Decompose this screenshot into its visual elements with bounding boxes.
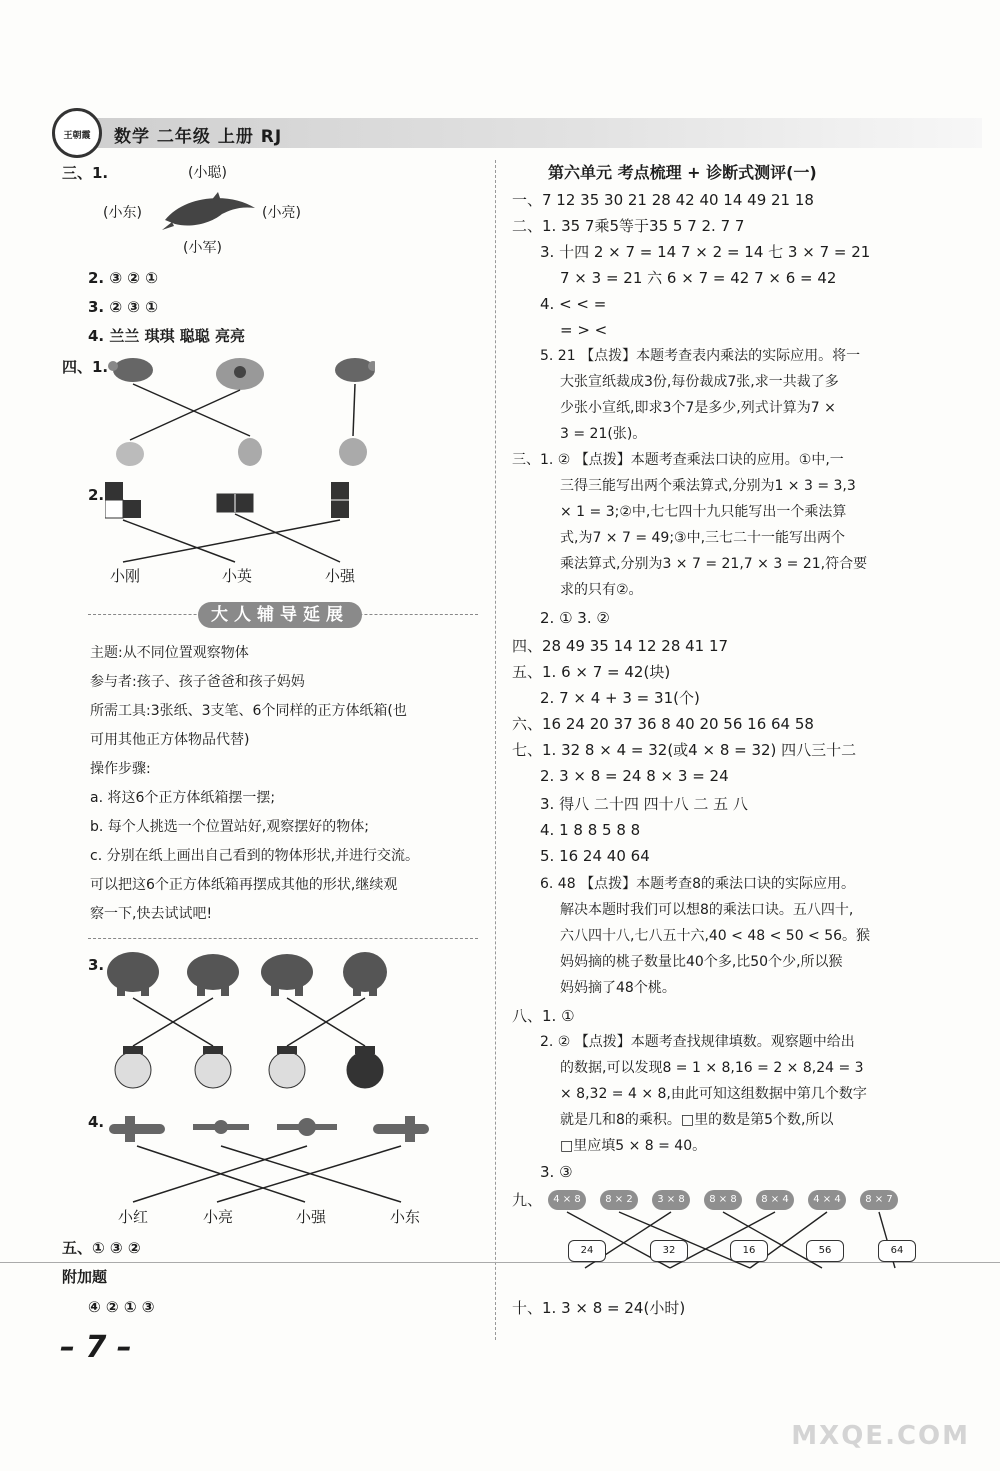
answer-box: 32 bbox=[650, 1240, 688, 1262]
name-left: (小东) bbox=[103, 205, 142, 221]
mouse-icon bbox=[238, 438, 262, 466]
answer-line: 5. 21 【点拨】本题考查表内乘法的实际应用。将一 bbox=[540, 348, 861, 364]
expression-bubble: 4 × 4 bbox=[808, 1190, 846, 1210]
name-xiaoliang: 小亮 bbox=[203, 1208, 234, 1226]
airplane-icon bbox=[109, 1116, 165, 1142]
extension-line: b. 每个人挑选一个位置站好,观察摆好的物体; bbox=[90, 819, 369, 835]
section-3-1-label: 三、1. bbox=[62, 164, 109, 182]
child-icon bbox=[115, 1046, 151, 1088]
answer-line: 2. ② 【点拨】本题考查找规律填数。观察题中给出 bbox=[540, 1034, 855, 1050]
answer-line: 解决本题时我们可以想8的乘法口诀。五八四十, bbox=[560, 902, 854, 918]
page-header bbox=[52, 108, 982, 152]
book-title: 数学 二年级 上册 RJ bbox=[114, 127, 283, 147]
answer-line: 3. 得八 二十四 四十八 二 五 八 bbox=[540, 795, 748, 813]
expression-bubble: 8 × 7 bbox=[860, 1190, 898, 1210]
name-top: (小聪) bbox=[188, 165, 227, 181]
answer-box: 24 bbox=[568, 1240, 606, 1262]
answer-line: 少张小宣纸,即求3个7是多少,列式计算为7 × bbox=[560, 400, 836, 416]
section-9-label: 九、 bbox=[512, 1191, 543, 1209]
answer-3-4: 4. 兰兰 琪琪 聪聪 亮亮 bbox=[88, 327, 246, 345]
answer-line: 三、1. ② 【点拨】本题考查乘法口诀的应用。①中,一 bbox=[512, 452, 844, 468]
airplane-icon bbox=[193, 1120, 249, 1134]
section-4-3-label: 3. bbox=[88, 956, 105, 974]
expression-bubble: 8 × 8 bbox=[704, 1190, 742, 1210]
answer-line: 六、16 24 20 37 36 8 40 20 56 16 64 58 bbox=[512, 715, 814, 733]
turtle-icon bbox=[108, 358, 153, 382]
cube-view-icon bbox=[105, 482, 141, 518]
extension-line: 可用其他正方体物品代替) bbox=[90, 732, 250, 748]
extension-line: 察一下,快去试试吧! bbox=[90, 906, 213, 922]
answer-line: 6. 48 【点拨】本题考查8的乘法口诀的实际应用。 bbox=[540, 876, 855, 892]
chick-icon bbox=[116, 442, 144, 466]
elephant-icon bbox=[261, 954, 313, 996]
planes-matching-figure bbox=[105, 1112, 445, 1212]
answer-line: 3. 十四 2 × 7 = 14 7 × 2 = 14 七 3 × 7 = 21 bbox=[540, 243, 871, 261]
answer-line: 2. 7 × 4 + 3 = 31(个) bbox=[540, 689, 700, 707]
answer-line: 四、28 49 35 14 12 28 41 17 bbox=[512, 637, 729, 655]
answer-5: 五、① ③ ② bbox=[62, 1239, 141, 1257]
turtle-icon bbox=[335, 358, 375, 382]
child-icon bbox=[195, 1046, 231, 1088]
child-icon bbox=[269, 1046, 305, 1088]
answer-line: 八、1. ① bbox=[512, 1007, 575, 1025]
answer-line: 求的只有②。 bbox=[560, 582, 643, 598]
name-xiaogang: 小刚 bbox=[110, 567, 141, 585]
extension-line: a. 将这6个正方体纸箱摆一摆; bbox=[90, 790, 276, 806]
extension-line: 主题:从不同位置观察物体 bbox=[90, 645, 249, 661]
answer-3-3: 3. ② ③ ① bbox=[88, 298, 158, 316]
bonus-label: 附加题 bbox=[62, 1268, 108, 1286]
section-4-1-label: 四、1. bbox=[62, 358, 109, 376]
name-xiaoying: 小英 bbox=[222, 567, 253, 585]
answer-line: 妈妈摘了48个桃。 bbox=[560, 980, 676, 996]
expression-bubble: 4 × 8 bbox=[548, 1190, 586, 1210]
answer-box: 16 bbox=[730, 1240, 768, 1262]
extension-line: 所需工具:3张纸、3支笔、6个同样的正方体纸箱(也 bbox=[90, 703, 407, 719]
answer-line: 的数据,可以发现8 = 1 × 8,16 = 2 × 8,24 = 3 bbox=[560, 1060, 864, 1076]
cubes-matching-figure bbox=[105, 480, 365, 570]
shell-icon bbox=[216, 358, 264, 390]
extension-line: 操作步骤: bbox=[90, 761, 151, 777]
answer-line: 7 × 3 = 21 六 6 × 7 = 42 7 × 6 = 42 bbox=[560, 269, 837, 287]
name-xiaodong: 小东 bbox=[390, 1208, 421, 1226]
answer-line: 5. 16 24 40 64 bbox=[540, 847, 650, 865]
answer-line: □里应填5 × 8 = 40。 bbox=[560, 1138, 707, 1154]
answer-line: 2. 3 × 8 = 24 8 × 3 = 24 bbox=[540, 767, 729, 785]
answer-line: 3 = 21(张)。 bbox=[560, 426, 647, 442]
page-number: – 7 – bbox=[60, 1330, 132, 1365]
answer-line: × 8,32 = 4 × 8,由此可知这组数据中第几个数字 bbox=[560, 1086, 867, 1102]
expression-bubble: 8 × 2 bbox=[600, 1190, 638, 1210]
elephant-icon bbox=[187, 954, 239, 996]
extension-banner: 大人辅导延展 bbox=[198, 602, 362, 628]
expression-bubble: 8 × 4 bbox=[756, 1190, 794, 1210]
dolphin-icon bbox=[160, 190, 260, 238]
answer-3-2: 2. ③ ② ① bbox=[88, 269, 158, 287]
answer-box: 56 bbox=[806, 1240, 844, 1262]
answer-line: × 1 = 3;②中,七七四十九只能写出一个乘法算 bbox=[560, 504, 847, 520]
answer-line: 大张宣纸裁成3份,每份裁成7张,求一共裁了多 bbox=[560, 374, 839, 390]
divider bbox=[88, 938, 478, 939]
name-xiaoqiang: 小强 bbox=[325, 567, 356, 585]
airplane-icon bbox=[373, 1116, 429, 1142]
rooster-icon bbox=[339, 438, 367, 466]
publisher-logo: 王朝霞 bbox=[52, 108, 102, 158]
cube-view-icon bbox=[331, 482, 349, 518]
answer-box: 64 bbox=[878, 1240, 916, 1262]
answer-line: 4. < < = bbox=[540, 295, 607, 313]
airplane-icon bbox=[277, 1118, 337, 1136]
name-xiaoqiang: 小强 bbox=[296, 1208, 327, 1226]
child-icon bbox=[347, 1046, 383, 1088]
section-4-2-label: 2. bbox=[88, 486, 105, 504]
elephant-icon bbox=[107, 952, 159, 996]
extension-line: c. 分别在纸上画出自己看到的物体形状,并进行交流。 bbox=[90, 848, 420, 864]
answer-line: 4. 1 8 8 5 8 8 bbox=[540, 821, 641, 839]
elephants-matching-figure bbox=[105, 950, 395, 1100]
answer-line: 五、1. 6 × 7 = 42(块) bbox=[512, 663, 671, 681]
answer-line: 二、1. 35 7乘5等于35 5 7 2. 7 7 bbox=[512, 217, 745, 235]
answer-10: 十、1. 3 × 8 = 24(小时) bbox=[512, 1299, 686, 1317]
site-watermark: MXQE.COM bbox=[791, 1421, 970, 1451]
elephant-icon bbox=[343, 952, 387, 996]
answer-line: 三得三能写出两个乘法算式,分别为1 × 3 = 3,3 bbox=[560, 478, 856, 494]
cube-view-icon bbox=[217, 494, 253, 512]
section-4-4-label: 4. bbox=[88, 1113, 105, 1131]
name-right: (小亮) bbox=[262, 205, 301, 221]
answer-line: 一、7 12 35 30 21 28 42 40 14 49 21 18 bbox=[512, 191, 814, 209]
answer-line: 2. ① 3. ② bbox=[540, 609, 610, 627]
name-xiaohong: 小红 bbox=[118, 1208, 149, 1226]
unit-title: 第六单元 考点梳理 + 诊断式测评(一) bbox=[548, 163, 817, 182]
answer-line: 乘法算式,分别为3 × 7 = 21,7 × 3 = 21,符合要 bbox=[560, 556, 868, 572]
expression-bubble: 3 × 8 bbox=[652, 1190, 690, 1210]
answer-line: 3. ③ bbox=[540, 1163, 573, 1181]
extension-line: 参与者:孩子、孩子爸爸和孩子妈妈 bbox=[90, 674, 305, 690]
animals-matching-figure bbox=[105, 356, 375, 476]
column-divider bbox=[495, 160, 496, 1340]
extension-line: 可以把这6个正方体纸箱再摆成其他的形状,继续观 bbox=[90, 877, 398, 893]
answer-line: 七、1. 32 8 × 4 = 32(或4 × 8 = 32) 四八三十二 bbox=[512, 741, 857, 759]
answer-line: 妈妈摘的桃子数量比40个多,比50个少,所以猴 bbox=[560, 954, 843, 970]
name-bottom: (小军) bbox=[183, 240, 222, 256]
answer-line: 六八四十八,七八五十六,40 < 48 < 50 < 56。猴 bbox=[560, 928, 871, 944]
bonus-answer: ④ ② ① ③ bbox=[88, 1298, 155, 1316]
answer-line: 式,为7 × 7 = 49;③中,三七二十一能写出两个 bbox=[560, 530, 846, 546]
answer-line: 就是几和8的乘积。□里的数是第5个数,所以 bbox=[560, 1112, 834, 1128]
answer-line: = > < bbox=[560, 321, 608, 339]
